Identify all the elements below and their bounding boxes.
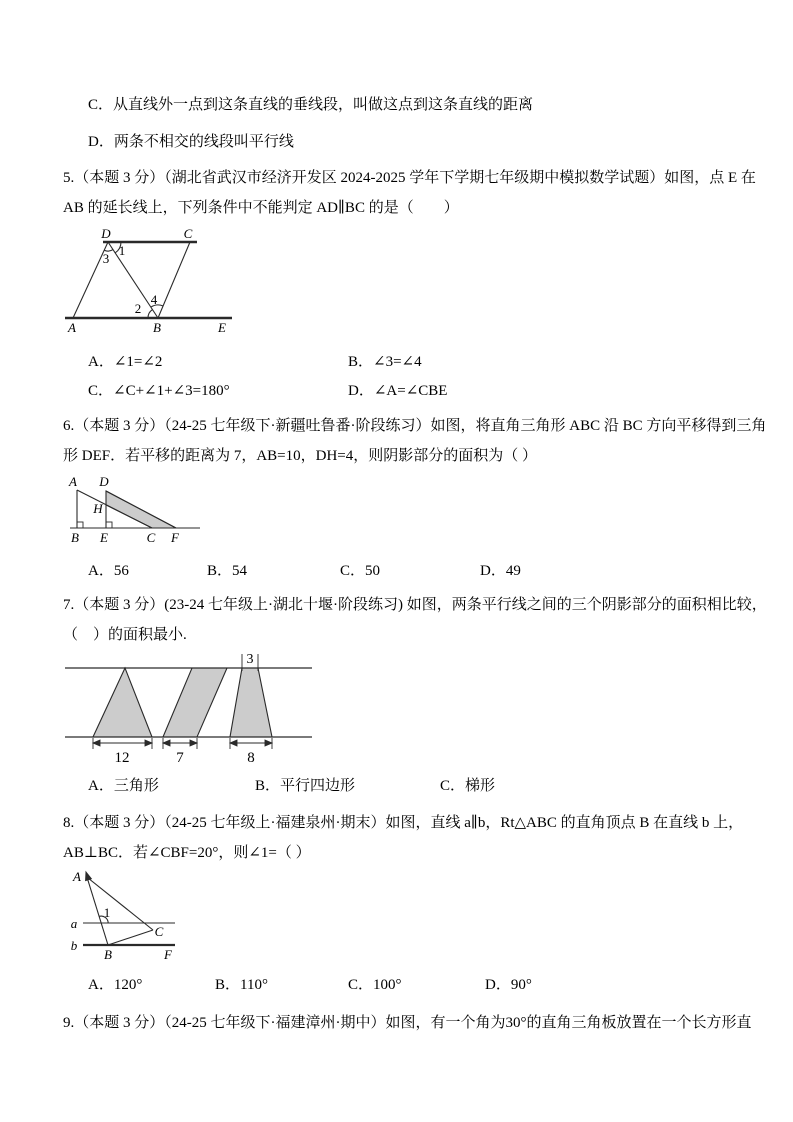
q6-label-C: C: [146, 530, 156, 545]
figure-q8: [58, 868, 238, 968]
q7-triangle: [93, 668, 152, 737]
q7-arrowhead: [265, 740, 272, 746]
q5-label-angle3: 3: [102, 251, 110, 266]
q5-segment-BC: [158, 242, 190, 318]
q8-text-line2: AB⊥BC．若∠CBF=20°，则∠1=（ ）: [63, 845, 311, 861]
prev-option-c: C．从直线外一点到这条直线的垂线段，叫做这点到这条直线的距离: [88, 97, 534, 113]
q6-text-line2: 形 DEF．若平移的距离为 7，AB=10，DH=4，则阴影部分的面积为（ ）: [63, 448, 538, 464]
q7-arrowhead: [163, 740, 170, 746]
q7-dimension-arrows: [93, 738, 272, 749]
q7-arrowhead: [145, 740, 152, 746]
q6-right-angle-E: [106, 522, 112, 528]
figure-q7: [65, 648, 315, 766]
q6-label-D: D: [99, 474, 109, 489]
q5-label-angle2: 2: [134, 301, 142, 316]
q8-option-a: A．120°: [88, 977, 143, 993]
q5-label-B: B: [153, 320, 161, 335]
figure-q5-svg: [60, 226, 245, 338]
q5-arc-angle2: [148, 310, 153, 318]
q6-label-B: B: [71, 530, 79, 545]
q5-option-b: B．∠3=∠4: [348, 354, 422, 370]
q5-label-D: D: [101, 226, 111, 241]
q7-parallelogram: [163, 668, 227, 737]
q8-option-c: C．100°: [348, 977, 402, 993]
q5-label-angle4: 4: [150, 292, 158, 307]
q6-label-H: H: [93, 501, 103, 516]
q6-label-F: F: [171, 530, 179, 545]
q6-option-d: D．49: [480, 563, 521, 579]
q6-label-A: A: [69, 474, 77, 489]
q7-option-a: A．三角形: [88, 778, 159, 794]
q7-option-c: C．梯形: [440, 778, 496, 794]
q7-arrowhead: [93, 740, 100, 746]
q7-option-b: B．平行四边形: [255, 778, 356, 794]
q8-label-A: A: [73, 869, 81, 884]
q5-text-line2: AB 的延长线上，下列条件中不能判定 AD∥BC 的是（ ）: [63, 200, 459, 216]
q5-text-line1: 5.（本题 3 分）（湖北省武汉市经济开发区 2024-2025 学年下学期七年级期中模拟数学试题）如图，点 E 在: [63, 170, 756, 186]
q8-label-a: a: [70, 916, 78, 931]
q5-option-a: A．∠1=∠2: [88, 354, 163, 370]
q6-option-a: A．56: [88, 563, 129, 579]
q5-option-c: C．∠C+∠1+∠3=180°: [88, 383, 230, 399]
q6-label-E: E: [100, 530, 108, 545]
q6-option-b: B．54: [207, 563, 248, 579]
q8-label-F: F: [164, 947, 172, 962]
q6-right-angle-B: [77, 522, 83, 528]
q7-dim-label-3: 3: [246, 652, 254, 667]
q8-label-B: B: [104, 947, 112, 962]
prev-option-d: D．两条不相交的线段叫平行线: [88, 134, 294, 150]
q7-text-line1: 7.（本题 3 分）(23-24 七年级上·湖北十堰·阶段练习) 如图，两条平行线之间的三个阴影部分的面积相比较，: [63, 597, 767, 613]
figure-q8-svg: [58, 868, 238, 968]
q9-text-line1: 9.（本题 3 分）（24-25 七年级下·福建漳州·期中）如图，有一个角为30°的直角三角板放置在一个长方形直: [63, 1015, 752, 1031]
q5-shape: [65, 242, 232, 318]
q7-dim-label-7: 7: [176, 750, 184, 766]
q5-label-C: C: [183, 226, 193, 241]
q7-arrowhead: [230, 740, 237, 746]
q8-option-b: B．110°: [215, 977, 268, 993]
q8-label-C: C: [154, 924, 164, 939]
q7-dim-label-12: 12: [114, 750, 130, 766]
figure-q6-svg: [60, 472, 220, 546]
q5-label-E: E: [218, 320, 226, 335]
q8-option-d: D．90°: [485, 977, 532, 993]
q7-dim-label-8: 8: [247, 750, 255, 766]
q7-arrowhead: [190, 740, 197, 746]
q6-text-line1: 6.（本题 3 分）（24-25 七年级下·新疆吐鲁番·阶段练习）如图，将直角三角形 ABC 沿 BC 方向平移得到三角: [63, 418, 767, 434]
q8-text-line1: 8.（本题 3 分）（24-25 七年级上·福建泉州·期末）如图，直线 a∥b，Rt△ABC 的直角顶点 B 在直线 b 上，: [63, 815, 744, 831]
figure-q5: [60, 226, 245, 338]
figure-q7-svg: [65, 648, 315, 766]
q7-text-line2: （ ）的面积最小.: [63, 627, 187, 643]
q6-option-c: C．50: [340, 563, 381, 579]
q8-label-angle1: 1: [103, 905, 111, 920]
q5-label-A: A: [68, 320, 76, 335]
figure-q6: [60, 472, 220, 546]
q5-option-d: D．∠A=∠CBE: [348, 383, 448, 399]
q8-label-b: b: [70, 938, 78, 953]
q7-trapezoid: [230, 668, 272, 737]
q8-arrowhead: [86, 872, 92, 881]
q8-segment-AC: [88, 878, 153, 930]
q5-label-angle1: 1: [118, 243, 126, 258]
q8-segment-BC: [108, 930, 153, 945]
